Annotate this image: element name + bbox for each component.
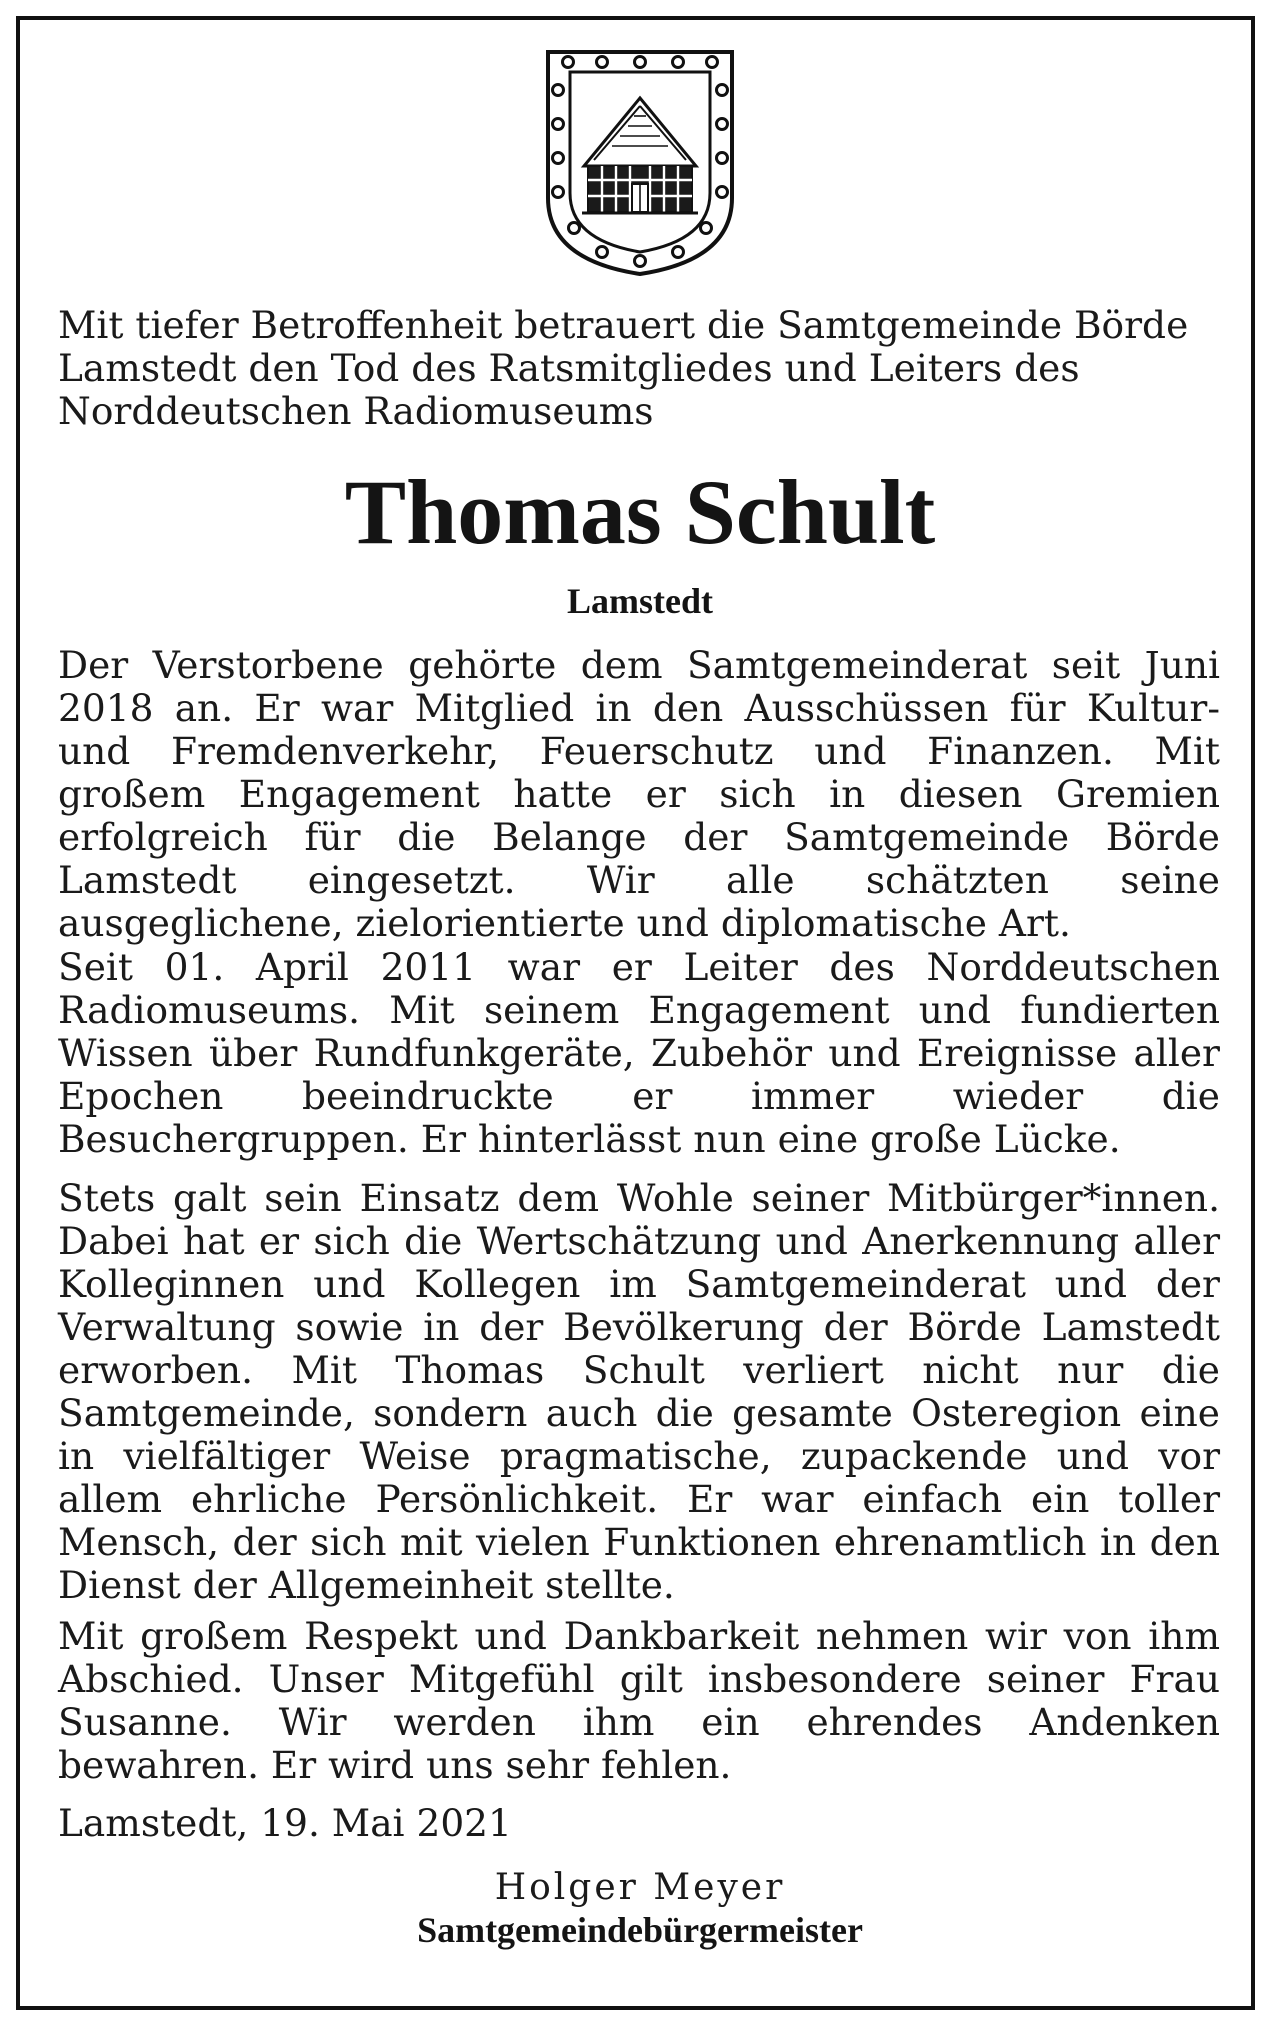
signer-title: Samtgemeindebürgermeister [417, 1910, 863, 1950]
paragraph-2: Seit 01. April 2011 war er Leiter des Norddeutschen Radiomuseums. Mit seinem Engagement und fundierten Wissen über Rundfunkgeräte, Zubehör und Ereignisse aller Epochen beeindruckte er immer wieder die Besuchergruppen. Er hinterlässt nun eine große Lücke. [58, 945, 1220, 1161]
intro-text: Mit tiefer Betroffenheit betrauert die Samtgemeinde Börde Lamstedt den Tod des Ratsmitgliedes und Leiters des Norddeutschen Radiomuseums [58, 303, 1189, 433]
date-line: Lamstedt, 19. Mai 2021 [58, 1801, 512, 1845]
paragraph-3: Stets galt sein Einsatz dem Wohle seiner Mitbürger*innen. Dabei hat er sich die Wertschätzung und Anerkennung aller Kolleginnen und Kollegen im Samtgemeinderat und der Verwaltung sowie in der Bevölkerung der Börde Lamstedt erworben. Mit Thomas Schult verliert nicht nur die Samtgemeinde, sondern auch die gesamte Osteregion eine in vielfältiger Weise pragmatische, zupackende und vor allem ehrliche Persönlichkeit. Er war einfach ein toller Mensch, der sich mit vielen Funktionen ehrenamtlich in den Dienst der Allgemeinheit stellte. [58, 1176, 1220, 1607]
paragraph-4: Mit großem Respekt und Dankbarkeit nehmen wir von ihm Abschied. Unser Mitgefühl gilt insbesondere seiner Frau Susanne. Wir werden ihm ein ehrendes Andenken bewahren. Er wird uns sehr fehlen. [58, 1614, 1220, 1787]
paragraph-1: Der Verstorbene gehörte dem Samtgemeinderat seit Juni 2018 an. Er war Mitglied in den Ausschüssen für Kultur- und Fremdenverkehr, Feuerschutz und Finanzen. Mit großem Engagement hatte er sich in diesen Gremien erfolgreich für die Belange der Samtgemeinde Börde Lamstedt eingesetzt. Wir alle schätzten seine ausgeglichene, zielorientierte und diplomatische Art. [58, 643, 1220, 945]
deceased-place: Lamstedt [567, 581, 713, 621]
coat-of-arms-icon [544, 48, 736, 278]
signer-name: Holger Meyer [494, 1867, 786, 1908]
deceased-name: Thomas Schult [344, 461, 936, 563]
